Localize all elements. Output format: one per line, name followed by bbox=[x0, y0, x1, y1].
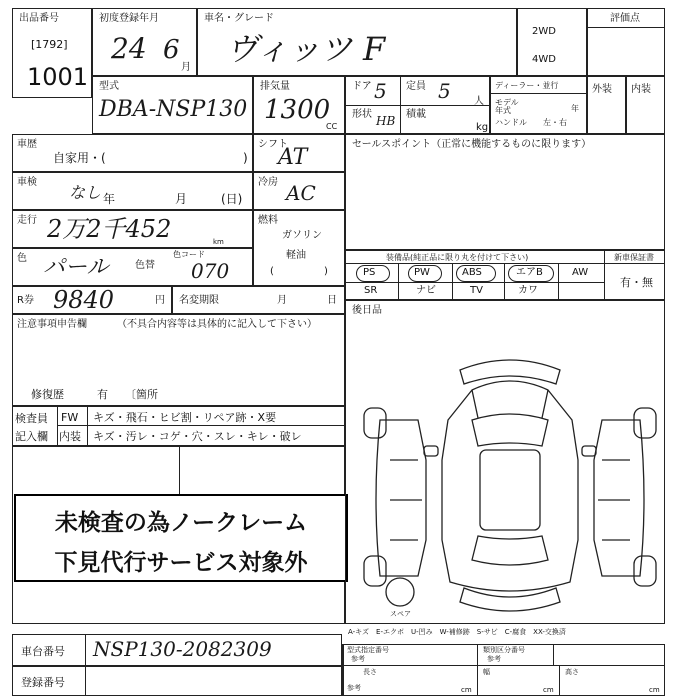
shift-value: AT bbox=[278, 145, 308, 170]
length-reference: 参考 bbox=[347, 684, 361, 692]
chassis-value: NSP130-2082309 bbox=[93, 637, 272, 661]
inspection-year-value: なし bbox=[69, 183, 102, 202]
height-label: 高さ bbox=[565, 668, 579, 676]
name-change-box bbox=[172, 286, 345, 314]
inspection-box bbox=[12, 172, 253, 210]
color-code-value: 070 bbox=[191, 259, 230, 283]
equipment-title: 装備品(純正品に限り丸を付けて下さい) bbox=[386, 253, 529, 262]
inspector-label-2: 記入欄 bbox=[15, 430, 48, 443]
cert-label: 型式指定番号 bbox=[347, 646, 389, 654]
type-label: 型式 bbox=[99, 81, 119, 92]
car-diagram bbox=[360, 350, 660, 620]
km-unit: km bbox=[213, 238, 224, 246]
ac-label: 冷房 bbox=[258, 177, 278, 188]
name-change-month: 月 bbox=[277, 295, 287, 306]
fuel-diesel: 軽油 bbox=[286, 250, 306, 261]
color-label: 色 bbox=[17, 253, 27, 264]
interior-insp-text: キズ・汚レ・コゲ・穴・スレ・キレ・破レ bbox=[93, 430, 302, 443]
capacity-label: 定員 bbox=[406, 81, 426, 92]
shape-value: HB bbox=[376, 114, 396, 128]
recycle-label: R券 bbox=[17, 295, 34, 306]
handle-lr: 左・右 bbox=[543, 118, 567, 127]
height-unit: cm bbox=[649, 686, 660, 694]
inspection-year-word: 年 bbox=[103, 192, 116, 206]
name-change-label: 名変期限 bbox=[179, 295, 219, 306]
doors-label: ドア bbox=[352, 81, 372, 92]
length-label: 長さ bbox=[363, 668, 377, 676]
equip-pw: PW bbox=[414, 267, 430, 278]
interior-insp-label: 内装 bbox=[59, 430, 81, 443]
notes-hint: （不具合内容等は具体的に記入して下さい） bbox=[117, 319, 317, 330]
stamp-line-1: 未検査の為ノークレーム bbox=[54, 510, 308, 536]
width-unit: cm bbox=[543, 686, 554, 694]
handle-label: ハンドル bbox=[495, 118, 527, 127]
fuel-label: 燃料 bbox=[258, 215, 278, 226]
width-label: 幅 bbox=[483, 668, 490, 676]
chassis-label: 車台番号 bbox=[21, 645, 65, 658]
dealer-label: ディーラー・並行 bbox=[495, 81, 559, 90]
ac-value: AC bbox=[286, 181, 316, 205]
spare-label: スペア bbox=[390, 610, 411, 618]
model-box bbox=[197, 8, 517, 76]
color-change-label: 色替 bbox=[135, 260, 155, 271]
shape-label: 形状 bbox=[352, 109, 372, 120]
drive-box bbox=[517, 8, 587, 76]
equip-abs: ABS bbox=[462, 267, 482, 278]
exterior-label: 外装 bbox=[592, 84, 612, 95]
history-label: 車歴 bbox=[17, 139, 37, 150]
inspector-box bbox=[12, 406, 345, 446]
fuel-gas: ガソリン bbox=[282, 230, 322, 241]
shift-box bbox=[253, 134, 345, 172]
lot-code: [1792] bbox=[31, 38, 68, 51]
class-label: 類別区分番号 bbox=[483, 646, 525, 654]
inspection-month-word: 月 bbox=[175, 192, 188, 206]
warranty-label: 新車保証書 bbox=[614, 253, 654, 262]
no-claim-stamp bbox=[14, 494, 348, 582]
fuel-paren-open: ( bbox=[270, 266, 274, 277]
sales-points-box bbox=[345, 134, 665, 250]
equip-leather: カワ bbox=[518, 285, 538, 296]
kg-unit: kg bbox=[476, 122, 489, 133]
score-box bbox=[587, 8, 665, 76]
load-label: 積載 bbox=[406, 109, 426, 120]
interior-label: 内装 bbox=[631, 84, 651, 95]
displacement-label: 排気量 bbox=[260, 81, 290, 92]
repair-label: 修復歴 bbox=[31, 388, 64, 401]
repair-place: 〔箇所 bbox=[125, 388, 158, 401]
displacement-box bbox=[253, 76, 345, 134]
reg-year-label: 初度登録年月 bbox=[99, 13, 159, 24]
model-name-value: ヴィッツ bbox=[226, 30, 353, 68]
car-outline bbox=[364, 360, 656, 611]
later-items-label: 後日品 bbox=[352, 305, 382, 316]
chassis-box bbox=[12, 634, 342, 666]
equipment-box bbox=[345, 250, 665, 300]
inspection-day-word: (日) bbox=[221, 192, 243, 206]
reg-year-box bbox=[92, 8, 197, 76]
history-close: ) bbox=[243, 151, 248, 165]
registration-label: 登録番号 bbox=[21, 676, 65, 689]
inspection-label: 車検 bbox=[17, 177, 37, 188]
equip-navi: ナビ bbox=[416, 285, 436, 296]
exterior-box bbox=[587, 76, 626, 134]
recycle-box bbox=[12, 286, 172, 314]
notes-title: 注意事項申告欄 bbox=[17, 319, 87, 330]
mileage-label: 走行 bbox=[17, 215, 37, 226]
shift-label: シフト bbox=[258, 139, 288, 150]
reg-year-value: 24 bbox=[111, 32, 147, 65]
fuel-box bbox=[253, 210, 345, 286]
inspector-label-1: 検査員 bbox=[15, 412, 48, 425]
equip-airbag: エアB bbox=[516, 267, 543, 278]
doors-box bbox=[345, 76, 490, 134]
color-box bbox=[12, 248, 253, 286]
history-box bbox=[12, 134, 253, 172]
color-code-label: 色コード bbox=[173, 250, 205, 259]
equip-tv: TV bbox=[470, 285, 483, 296]
warranty-value: 有・無 bbox=[620, 276, 653, 289]
cert-reference: 参考 bbox=[351, 655, 365, 663]
equip-aw: AW bbox=[572, 267, 589, 278]
lot-number: 1001 bbox=[27, 63, 89, 91]
interior-box bbox=[626, 76, 665, 134]
stamp-line-2: 下見代行サービス対象外 bbox=[54, 550, 308, 576]
reg-month-value: 6 bbox=[163, 35, 180, 65]
month-unit: 月 bbox=[181, 62, 191, 73]
doors-value: 5 bbox=[374, 79, 387, 103]
yen-unit: 円 bbox=[155, 295, 165, 306]
cc-unit: CC bbox=[326, 122, 338, 131]
mileage-value: 2万2千452 bbox=[47, 215, 172, 243]
class-reference: 参考 bbox=[487, 655, 501, 663]
color-value: パール bbox=[43, 255, 109, 280]
fuel-paren-close: ) bbox=[324, 266, 328, 277]
lot-label: 出品番号 bbox=[19, 13, 59, 24]
equip-sr: SR bbox=[364, 285, 378, 296]
fw-text: キズ・飛石・ヒビ割・リペア跡・X要 bbox=[93, 411, 277, 424]
repair-value: 有 bbox=[97, 388, 108, 401]
name-change-day: 日 bbox=[327, 295, 337, 306]
model-year-label: モデル年式 bbox=[495, 98, 519, 115]
displacement-value: 1300 bbox=[264, 95, 331, 125]
recycle-amount: 9840 bbox=[53, 286, 115, 314]
damage-legend: A-キズ E-エクボ U-凹み W-補修跡 S-サビ C-腐食 XX-交換済 bbox=[348, 628, 566, 636]
history-value: 自家用・( bbox=[53, 151, 106, 165]
year-unit: 年 bbox=[571, 104, 579, 113]
grade-value: F bbox=[363, 30, 386, 68]
type-box bbox=[92, 76, 253, 134]
4wd-label: 4WD bbox=[532, 54, 556, 65]
score-label: 評価点 bbox=[610, 13, 640, 24]
notes-box bbox=[12, 314, 345, 406]
model-label: 車名・グレード bbox=[204, 13, 274, 24]
ac-box bbox=[253, 172, 345, 210]
mileage-box bbox=[12, 210, 253, 248]
2wd-label: 2WD bbox=[532, 26, 556, 37]
fw-label: FW bbox=[61, 411, 79, 424]
dealer-box bbox=[490, 76, 587, 134]
capacity-value: 5 bbox=[438, 79, 451, 103]
spec-footer-box bbox=[342, 644, 665, 696]
registration-box bbox=[12, 666, 342, 696]
spare-tire-icon bbox=[386, 578, 414, 606]
length-unit: cm bbox=[461, 686, 472, 694]
sales-points-label: セールスポイント（正常に機能するものに限ります） bbox=[352, 139, 592, 150]
persons-unit: 人 bbox=[474, 96, 484, 107]
equip-ps: PS bbox=[363, 267, 376, 278]
lot-box bbox=[12, 8, 92, 98]
type-value: DBA-NSP130 bbox=[99, 97, 248, 122]
